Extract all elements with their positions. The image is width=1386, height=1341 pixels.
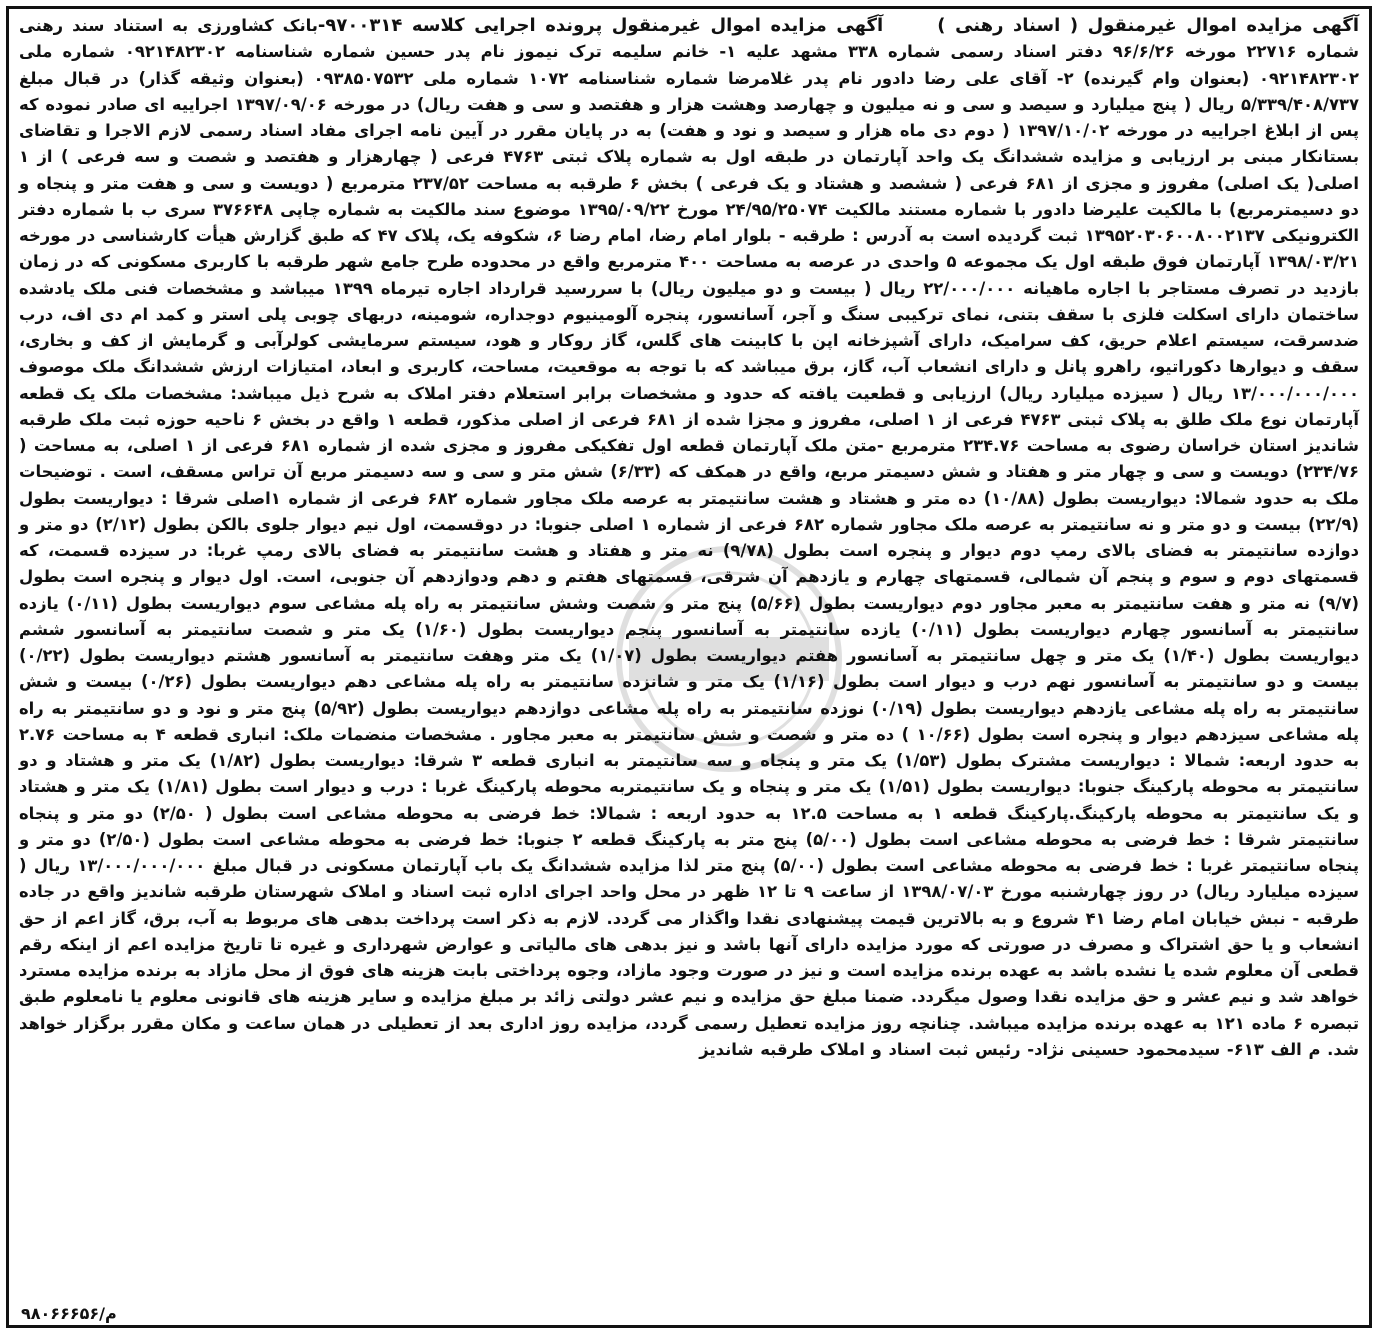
ad-frame <box>6 6 1372 1328</box>
ad-heading-case: آگهی مزایده اموال غیرمنقول پرونده اجرایی کلاسه ۹۷۰۰۳۱۴- <box>317 15 884 36</box>
ad-body <box>19 13 1359 1063</box>
ad-reference-code: م/۹۸۰۶۶۶۵۶ <box>21 1304 117 1323</box>
ad-body-text: بانک کشاورزی به استناد سند رهنی شماره ۲۲۷۱۶ مورخه ۹۶/۶/۲۶ دفتر اسناد رسمی شماره ۳۳۸ مشهد علیه ۱- خانم سلیمه ترک نیموز نام پدر حسین شماره شناسنامه ۰۹۲۱۴۸۲۳۰۲ شماره ملی ۰۹۲۱۴۸۲۳۰۲ (بعنوان وام گیرنده) ۲- آقای علی رضا دادور نام پدر غلامرضا شماره شناسنامه ۱۰۷۲ شماره ملی ۰۹۳۸۵۰۷۵۳۲ (بعنوان وثیقه گذار) در قبال مبلغ ۵/۳۳۹/۴۰۸/۷۳۷ ریال ( پنج میلیارد و سیصد و سی و نه میلیون و چهارصد وهشت هزار و هفتصد و سی و هفت ریال) در مورخه ۱۳۹۷/۰۹/۰۶ اجراییه ای صادر نموده که پس از ابلاغ اجراییه در مورخه ۱۳۹۷/۱۰/۰۲ ( دوم دی ماه هزار و سیصد و نود و هفت) به در پایان مقرر در آیین نامه اجرای مفاد اسناد رسمی لازم الاجرا و تقاضای بستانکار مبنی بر ارزیابی و مزایده ششدانگ یک واحد آپارتمان در طبقه اول به شماره پلاک ثبتی ۴۷۶۳ فرعی ( چهارهزار و هفتصد و شصت و سه فرعی ) از ۱ اصلی( یک اصلی) مفروز و مجزی از ۶۸۱ فرعی ( ششصد و هشتاد و یک فرعی ) بخش ۶ طرقبه به مساحت ۲۳۷/۵۲ مترمربع ( دویست و سی و هفت متر و پنجاه و دو دسیمترمربع) با مالکیت علیرضا دادور با شماره مستند مالکیت ۲۴/۹۵/۲۵۰۷۴ مورخ ۱۳۹۵/۰۹/۲۲ موضوع سند مالکیت به شماره چاپی ۳۷۶۶۴۸ سری ب با شماره دفتر الکترونیکی ۱۳۹۵۲۰۳۰۶۰۰۸۰۰۲۱۳۷ ثبت گردیده است به آدرس : طرقبه - بلوار امام رضا، امام رضا ۶، شکوفه یک، پلاک ۴۷ که طبق گزارش هیأت کارشناسی در مورخه ۱۳۹۸/۰۳/۲۱ آپارتمان فوق طبقه اول یک مجموعه ۵ واحدی در عرصه به مساحت ۴۰۰ مترمربع واقع در محدوده طرح جامع شهر طرقبه با کاربری مسکونی که در زمان بازدید در تصرف مستاجر با اجاره ماهیانه ۲۲/۰۰۰/۰۰۰ ریال ( بیست و دو میلیون ریال) با سررسید قرارداد اجاره تیرماه ۱۳۹۹ میباشد و مشخصات فنی ملک یادشده ساختمان دارای اسکلت فلزی با سقف بتنی، نمای ترکیبی سنگ و آجر، آسانسور، پنجره آلومینیوم دوجداره، شومینه، دربهای چوبی پلی استر و کمد ام دی اف، درب ضدسرقت، سیستم اعلام حریق، کف سرامیک، دارای آشپزخانه اپن با کابینت های گلس، گاز روکار و هود، سیستم سرمایشی کولرآبی و گرمایش از کف و بخاری، سقف و دیوارها دکوراتیو، راهرو پانل و دارای انشعاب آب، گاز، برق میباشد که با توجه به موقعیت، مساحت، کاربری و ابعاد، امتیازات ارزش ششدانگ ملک موصوف ۱۳/۰۰۰/۰۰۰/۰۰۰ ریال ( سیزده میلیارد ریال) ارزیابی و قطعیت یافته که حدود و مشخصات برابر استعلام دفتر املاک به شرح ذیل میباشد: مشخصات ملک یک قطعه آپارتمان نوع ملک طلق به پلاک ثبتی ۴۷۶۳ فرعی از ۱ اصلی، مفروز و مجزا شده از ۶۸۱ فرعی از اصلی مذکور، قطعه ۱ واقع در بخش ۶ ناحیه حوزه ثبت ملک طرقبه شاندیز استان خراسان رضوی به مساحت ۲۳۴.۷۶ مترمربع -متن ملک آپارتمان قطعه اول تفکیکی مفروز و مجزی شده از شماره ۶۸۱ فرعی از ۱ اصلی، به مساحت ( ۲۳۴/۷۶) دویست و سی و چهار متر و هفتاد و شش دسیمتر مربع، واقع در همکف که (۶/۳۳) شش متر و سی و سه دسیمتر مربع آن تراس مسقف، است . توضیحات ملک به حدود شمالا: دیواریست بطول (۱۰/۸۸) ده متر و هشتاد و هشت سانتیمتر به عرصه ملک مجاور شماره ۶۸۲ فرعی از شماره ۱اصلی شرقا : دیواریست بطول (۲۲/۹) بیست و دو متر و نه سانتیمتر به عرصه ملک مجاور شماره ۶۸۲ فرعی از شماره ۱ اصلی جنوبا: در دوقسمت، اول نیم دیوار جلوی بالکن بطول (۲/۱۲) دو متر و دوازده سانتیمتر به فضای بالای رمپ دوم دیوار و پنجره است بطول (۹/۷۸) نه متر و هفتاد و هشت سانتیمتر به فضای بالای رمپ غربا: در سیزده قسمت، که قسمتهای دوم و سوم و پنجم آن شمالی، قسمتهای چهارم و یازدهم آن شرقی، قسمتهای هفتم و دهم ودوازدهم آن جنوبی، است. اول دیوار و پنجره است بطول (۹/۷) نه متر و هفت سانتیمتر به معبر مجاور دوم دیواریست بطول (۵/۶۶) پنج متر و شصت وشش سانتیمتر به راه پله مشاعی سوم دیواریست بطول (۰/۱۱) یازده سانتیمتر به آسانسور چهارم دیواریست بطول (۰/۱۱) یازده سانتیمتر به آسانسور پنجم دیواریست بطول (۱/۶۰) یک متر و شصت سانتیمتر به آسانسور ششم دیواریست بطول (۱/۴۰) یک متر و چهل سانتیمتر به آسانسور هفتم دیواریست بطول (۱/۰۷) یک متر وهفت سانتیمتر به آسانسور هشتم دیواریست بطول (۰/۲۲) بیست و دو سانتیمتر به آسانسور نهم درب و دیوار است بطول (۱/۱۶) یک متر و شانزده سانتیمتر به راه پله مشاعی دهم دیواریست بطول (۰/۲۶) بیست و شش سانتیمتر به راه پله مشاعی یازدهم دیواریست بطول (۰/۱۹) نوزده سانتیمتر به راه پله مشاعی دوازدهم دیواریست بطول (۵/۹۲) پنج متر و نود و دو سانتیمتر به راه پله مشاعی سیزدهم دیوار و پنجره است بطول (۱۰/۶۶ ) ده متر و شصت و شش سانتیمتر به معبر مجاور . مشخصات منضمات ملک: انباری قطعه ۴ به مساحت ۲.۷۶ به حدود اربعه: شمالا : دیواریست مشترک بطول (۱/۵۳) یک متر و پنجاه و سه سانتیمتر به انباری قطعه ۳ شرقا: دیواریست بطول (۱/۸۲) یک متر و هشتاد و دو سانتیمتر به محوطه پارکینگ جنوبا: دیواریست بطول (۱/۵۱) یک متر و پنجاه و یک سانتیمتربه محوطه پارکینگ غربا : درب و دیوار است بطول (۱/۸۱) یک متر و هشتاد و یک سانتیمتر به محوطه پارکینگ.پارکینگ قطعه ۱ به مساحت ۱۲.۵ به حدود اربعه : شمالا: خط فرضی به محوطه مشاعی است بطول ( ۲/۵۰) دو متر و پنجاه سانتیمتر شرقا : خط فرضی به محوطه مشاعی است بطول (۵/۰۰) پنج متر به پارکینگ قطعه ۲ جنوبا: خط فرضی به محوطه مشاعی است بطول (۲/۵۰) دو متر و پنجاه سانتیمتر غربا : خط فرضی به محوطه مشاعی است بطول (۵/۰۰) پنج متر لذا مزایده ششدانگ یک باب آپارتمان مسکونی در قبال مبلغ ۱۳/۰۰۰/۰۰۰/۰۰۰ ریال ( سیزده میلیارد ریال) در روز چهارشنبه مورخ ۱۳۹۸/۰۷/۰۳ از ساعت ۹ تا ۱۲ ظهر در محل واحد اجرای اداره ثبت اسناد و املاک شهرستان طرقبه شاندیز واقع در جاده طرقبه - نبش خیابان امام رضا ۴۱ شروع و به بالاترین قیمت پیشنهادی نقدا واگذار می گردد. لازم به ذکر است پرداخت بدهی های مربوط به آب، برق، گاز اعم از حق انشعاب و یا حق اشتراک و مصرف در صورتی که مورد مزایده دارای آنها باشد و نیز بدهی های مالیاتی و عوارض شهرداری و غیره تا تاریخ مزایده اعم از اینکه رقم قطعی آن معلوم شده یا نشده باشد به عهده برنده مزایده است و نیز در صورت وجود مازاد، وجوه پرداختی بابت هزینه های فوق از محل مازاد به برنده مزایده مسترد خواهد شد و نیم عشر و حق مزایده نقدا وصول میگردد. ضمنا مبلغ حق مزایده و نیم عشر دولتی زائد بر مبلغ مزایده و سایر هزینه های قانونی معلوم یا نامعلوم طبق تبصره ۶ ماده ۱۲۱ به عهده برنده مزایده میباشد. چنانچه روز مزایده تعطیل رسمی گردد، مزایده روز اداری بعد از تعطیلی در همان ساعت و مکان مقرر برگزار خواهد شد. م الف ۶۱۳- سیدمحمود حسینی نژاد- رئیس ثبت اسناد و املاک طرقبه شاندیز <box>19 16 1360 1059</box>
ad-heading-property: آگهی مزایده اموال غیرمنقول ( اسناد رهنی ) <box>937 15 1359 36</box>
